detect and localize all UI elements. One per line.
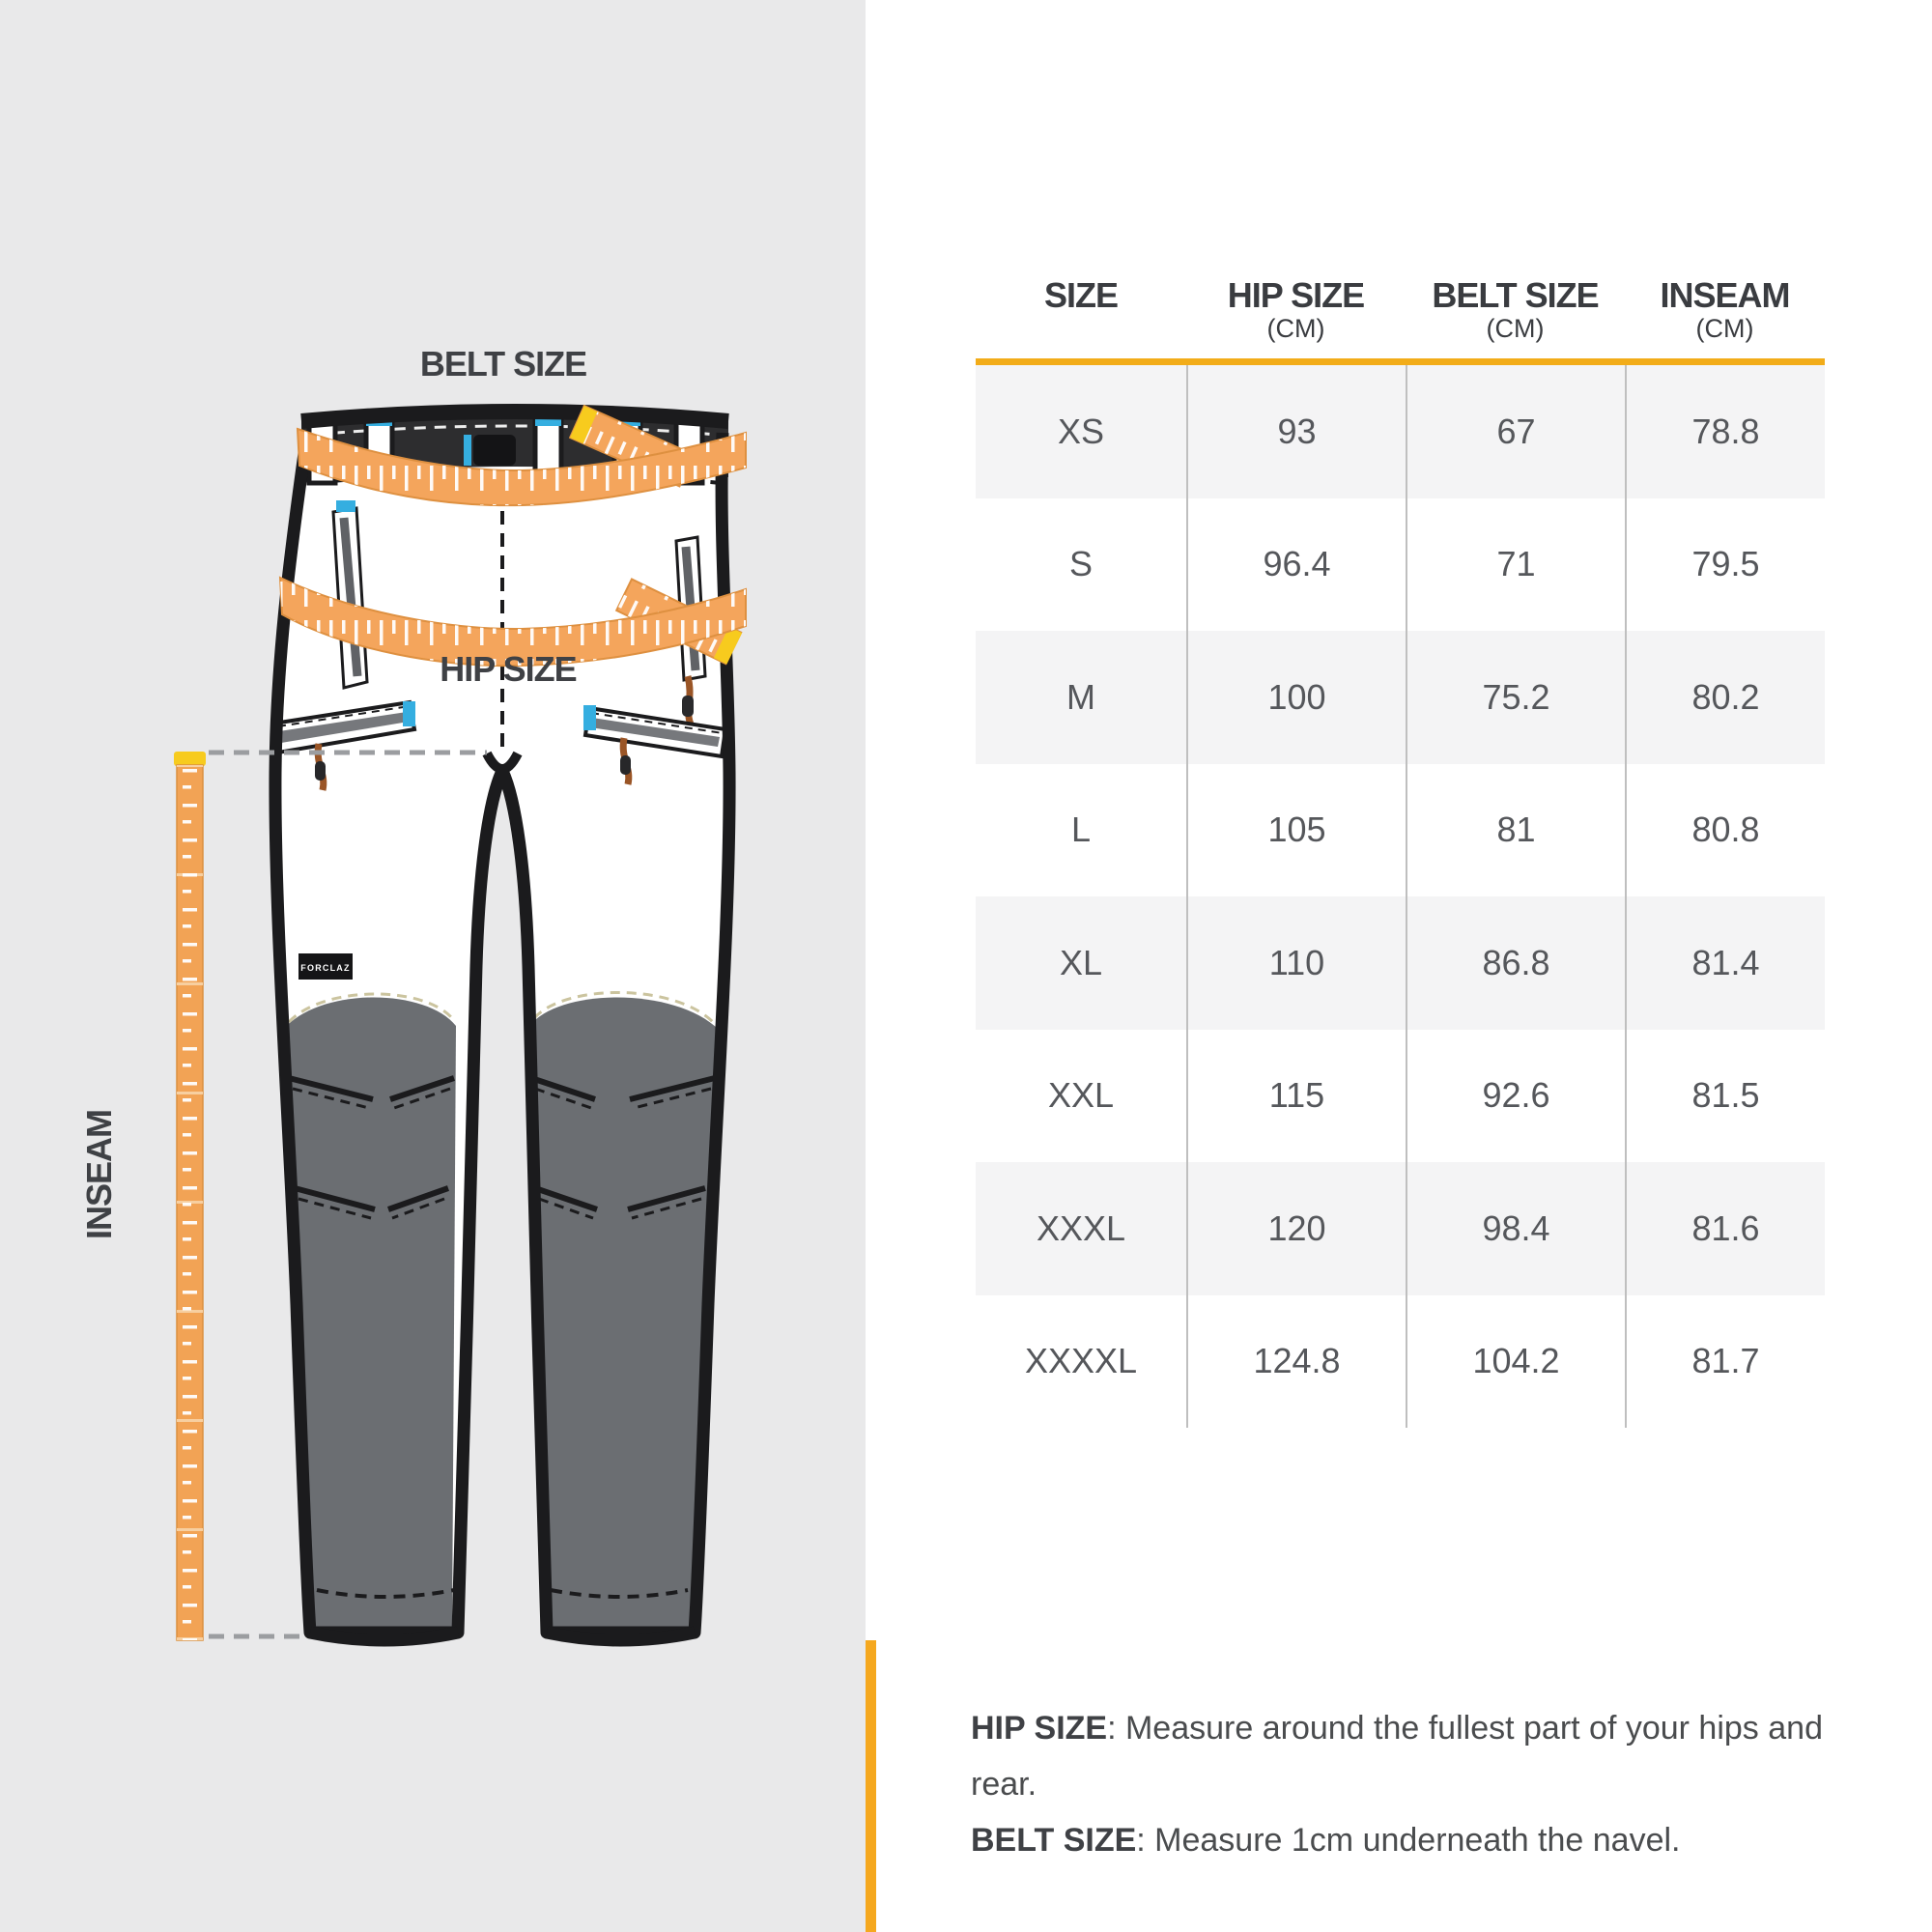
table-cell: 92.6 [1406,1030,1625,1163]
table-cell: 81.5 [1625,1030,1825,1163]
table-cell: 110 [1186,896,1406,1030]
buckle-blue-mark [464,435,471,466]
table-cell: 115 [1186,1030,1406,1163]
column-header-hip-size: HIP SIZE (CM) [1227,275,1365,343]
size-table-body [976,365,1825,1428]
column-header-belt-size: BELT SIZE (CM) [1432,275,1599,343]
hip-size-callout: HIP SIZE [440,649,577,689]
column-header-size: SIZE [1043,275,1118,315]
table-cell: 105 [1186,764,1406,897]
table-row-xxxxl [976,1295,1825,1429]
column-header-inseam: INSEAM (CM) [1660,275,1790,343]
table-cell: 98.4 [1406,1162,1625,1295]
table-cell: 120 [1186,1162,1406,1295]
table-header-rule [976,358,1825,365]
table-cell: 96.4 [1186,498,1406,632]
hip-size-note-text: : Measure around the fullest part of your hips and rear. [971,1710,1823,1803]
table-cell: 100 [1186,631,1406,764]
belt-size-note-term: BELT SIZE [971,1822,1137,1859]
table-row-m [976,631,1825,764]
table-cell: L [1070,810,1092,850]
belt-size-note [971,1812,1860,1868]
belt-size-callout: BELT SIZE [419,344,587,384]
brand-patch [298,953,353,980]
table-cell: 75.2 [1406,631,1625,764]
table-cell: 79.5 [1625,498,1825,632]
table-row-s [976,498,1825,632]
table-cell: XXXXL [1024,1341,1138,1381]
size-table [976,261,1825,1428]
table-cell: 81.6 [1625,1162,1825,1295]
table-cell: 80.8 [1625,764,1825,897]
belt-size-note-text: : Measure 1cm underneath the navel. [1136,1822,1681,1859]
table-row-xs [976,365,1825,498]
belt-buckle [473,435,516,466]
table-cell: 78.8 [1625,365,1825,498]
table-cell: 67 [1406,365,1625,498]
table-cell: S [1068,544,1093,584]
knee-patches [283,992,719,1629]
table-cell: 104.2 [1406,1295,1625,1429]
table-row-xl [976,896,1825,1030]
hip-size-note-term: HIP SIZE [971,1710,1108,1747]
pants-illustration [0,0,866,1932]
illustration-panel [0,0,866,1932]
table-cell: M [1066,676,1095,717]
size-table-header [976,261,1825,358]
table-cell: 86.8 [1406,896,1625,1030]
table-row-xxl [976,1030,1825,1163]
table-row-xxxl [976,1162,1825,1295]
brand-patch-label: FORCLAZ [300,963,351,973]
table-cell: XL [1059,942,1103,982]
table-cell: XXL [1047,1075,1115,1116]
table-cell: 81.7 [1625,1295,1825,1429]
table-cell: 80.2 [1625,631,1825,764]
hip-size-note [971,1700,1860,1812]
table-cell: 81 [1406,764,1625,897]
table-cell: 124.8 [1186,1295,1406,1429]
table-cell: XS [1057,411,1105,451]
inseam-callout: INSEAM [79,1110,119,1240]
table-cell: 93 [1186,365,1406,498]
measurement-notes [971,1700,1860,1868]
accent-bar [866,1640,876,1932]
table-cell: 71 [1406,498,1625,632]
table-cell: XXXL [1036,1208,1126,1248]
table-cell: 81.4 [1625,896,1825,1030]
table-row-l [976,764,1825,897]
